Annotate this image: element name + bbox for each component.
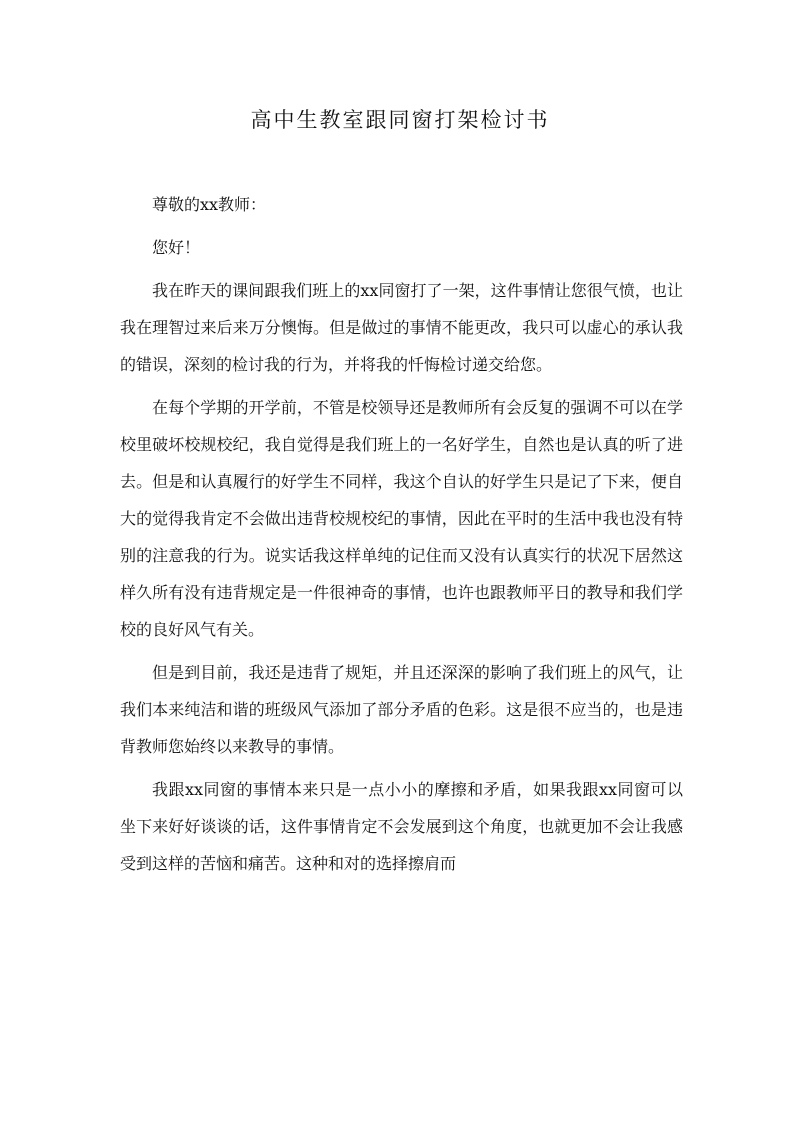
salutation: 尊敬的xx教师： [152, 195, 267, 214]
paragraph: 在每个学期的开学前，不管是校领导还是教师所有会反复的强调不可以在学校里破坏校规校纪，我自觉得是我们班上的一名好学生，自然也是认真的听了进去。但是和认真履行的好学生不同样，我这个自认的好学生只是记了下来，便自大的觉得我肯定不会做出违背校规校纪的事情，因此在平时的生活中我也没有特别的注意我的行为。说实话我这样单纯的记住而又没有认真实行的状况下居然这样久所有没有违背规定是一件很神奇的事情，也许也跟教师平日的教导和我们学校的良好风气有关。 [120, 398, 683, 639]
paragraph: 我在昨天的课间跟我们班上的xx同窗打了一架，这件事情让您很气愤，也让我在理智过来后来万分懊悔。但是做过的事情不能更改，我只可以虚心的承认我的错误，深刻的检讨我的行为，并将我的忏悔检讨递交给您。 [120, 281, 683, 374]
paragraph: 但是到目前，我还是违背了规矩，并且还深深的影响了我们班上的风气，让我们本来纯洁和谐的班级风气添加了部分矛盾的色彩。这是很不应当的，也是违背教师您始终以来教导的事情。 [120, 663, 683, 756]
paragraph: 我跟xx同窗的事情本来只是一点小小的摩擦和矛盾，如果我跟xx同窗可以坐下来好好谈谈的话，这件事情肯定不会发展到这个角度，也就更加不会让我感受到这样的苦恼和痛苦。这种和对的选择擦肩而 [120, 780, 683, 873]
document-body [120, 186, 683, 888]
document-title: 高中生教室跟同窗打架检讨书 [250, 108, 550, 132]
greeting: 您好！ [152, 238, 201, 257]
